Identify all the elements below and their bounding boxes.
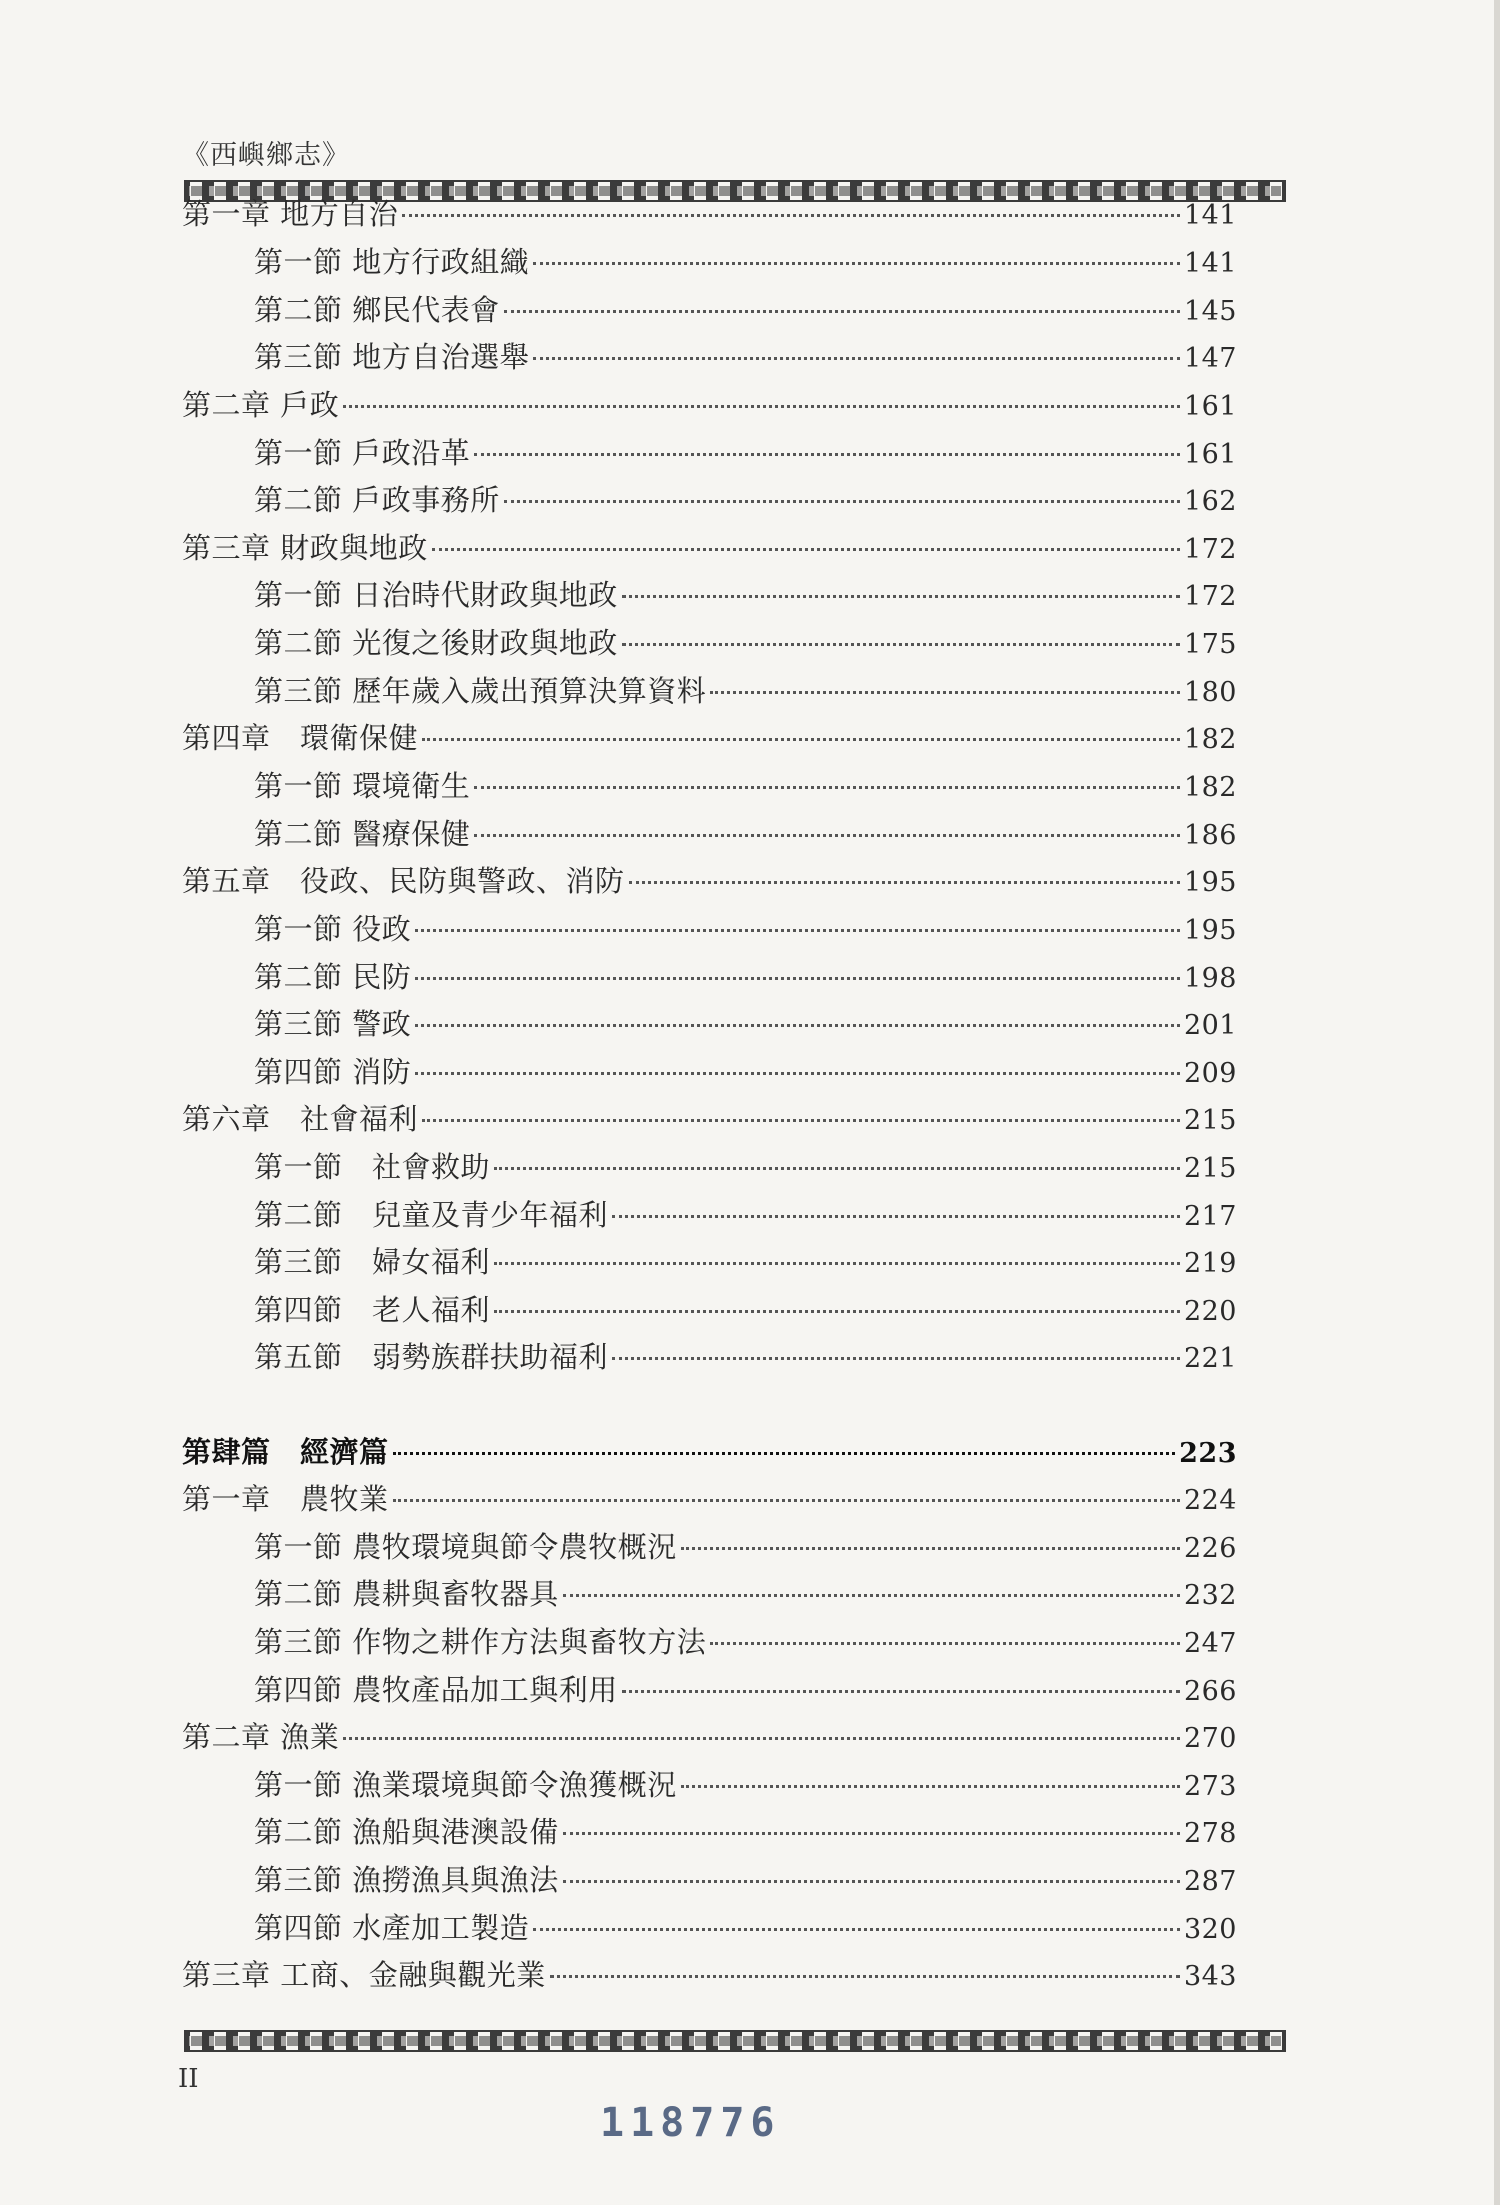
toc-section-entry[interactable] — [254, 959, 1237, 995]
toc-part-entry[interactable] — [182, 1434, 1237, 1470]
toc-section-entry[interactable] — [254, 1244, 1237, 1280]
toc-entry-page: 198 — [1183, 963, 1237, 994]
toc-section-entry[interactable] — [254, 1529, 1237, 1565]
toc-section-entry[interactable] — [254, 1149, 1237, 1185]
toc-entry-page: 217 — [1183, 1201, 1237, 1232]
toc-entry-title: 第一節 漁業環境與節令漁獲概況 — [254, 1768, 677, 1802]
dot-leader — [681, 1785, 1180, 1788]
toc-entry-page: 141 — [1183, 200, 1237, 231]
toc-section-entry[interactable] — [254, 482, 1237, 518]
dot-leader — [622, 1690, 1180, 1693]
dot-leader — [422, 738, 1180, 741]
toc-section-entry[interactable] — [254, 1197, 1237, 1233]
toc-chapter-entry[interactable] — [182, 720, 1237, 756]
toc-section-entry[interactable] — [254, 625, 1237, 661]
toc-entry-title: 第三節 漁撈漁具與漁法 — [254, 1863, 559, 1897]
toc-section-entry[interactable] — [254, 1814, 1237, 1850]
toc-chapter-entry[interactable] — [182, 530, 1237, 566]
toc-entry-title: 第二節 農耕與畜牧器具 — [254, 1577, 559, 1611]
toc-section-entry[interactable] — [254, 1339, 1237, 1375]
toc-section-entry[interactable] — [254, 292, 1237, 328]
toc-entry-title: 第三節 警政 — [254, 1007, 412, 1041]
toc-section-entry[interactable] — [254, 1910, 1237, 1946]
toc-section-entry[interactable] — [254, 1006, 1237, 1042]
toc-section-entry[interactable] — [254, 339, 1237, 375]
dot-leader — [710, 1642, 1180, 1645]
dot-leader — [474, 786, 1180, 789]
toc-chapter-entry[interactable] — [182, 863, 1237, 899]
toc-entry-page: 273 — [1183, 1771, 1237, 1802]
toc-entry-title: 第四節 消防 — [254, 1055, 412, 1089]
toc-entry-page: 141 — [1183, 248, 1237, 279]
toc-entry-page: 172 — [1183, 534, 1237, 565]
dot-leader — [612, 1215, 1180, 1218]
toc-section-entry[interactable] — [254, 435, 1237, 471]
running-header-book-title: 《西嶼鄉志》 — [182, 140, 350, 171]
toc-section-entry[interactable] — [254, 1576, 1237, 1612]
library-stamp-number: 118776 — [600, 2100, 781, 2146]
dot-leader — [474, 834, 1180, 837]
toc-entry-title: 第二節 醫療保健 — [254, 817, 471, 851]
toc-entry-title: 第肆篇 經濟篇 — [182, 1435, 389, 1469]
toc-chapter-entry[interactable] — [182, 1957, 1237, 1993]
toc-entry-page: 175 — [1183, 629, 1237, 660]
toc-entry-page: 186 — [1183, 820, 1237, 851]
dot-leader — [494, 1167, 1180, 1170]
toc-entry-page: 278 — [1183, 1818, 1237, 1849]
toc-entry-title: 第五節 弱勢族群扶助福利 — [254, 1340, 609, 1374]
dot-leader — [563, 1880, 1180, 1883]
toc-entry-page: 182 — [1183, 772, 1237, 803]
toc-entry-title: 第二節 鄉民代表會 — [254, 293, 500, 327]
toc-entry-page: 182 — [1183, 724, 1237, 755]
toc-entry-page: 223 — [1179, 1438, 1237, 1469]
dot-leader — [422, 1119, 1180, 1122]
dot-leader — [415, 1024, 1180, 1027]
toc-entry-title: 第一節 役政 — [254, 912, 412, 946]
dot-leader — [533, 262, 1180, 265]
toc-entry-page: 172 — [1183, 581, 1237, 612]
dot-leader — [393, 1452, 1176, 1455]
dot-leader — [343, 1737, 1180, 1740]
toc-entry-title: 第一節 地方行政組織 — [254, 245, 530, 279]
toc-entry-title: 第一章 地方自治 — [182, 197, 399, 231]
toc-section-entry[interactable] — [254, 768, 1237, 804]
toc-entry-title: 第四節 水產加工製造 — [254, 1911, 530, 1945]
toc-entry-page: 320 — [1183, 1914, 1237, 1945]
toc-entry-title: 第五章 役政、民防與警政、消防 — [182, 864, 625, 898]
toc-entry-page: 232 — [1183, 1580, 1237, 1611]
toc-chapter-entry[interactable] — [182, 1481, 1237, 1517]
toc-entry-page: 180 — [1183, 677, 1237, 708]
dot-leader — [402, 214, 1180, 217]
toc-section-entry[interactable] — [254, 1054, 1237, 1090]
dot-leader — [393, 1499, 1180, 1502]
toc-entry-page: 270 — [1183, 1723, 1237, 1754]
toc-entry-title: 第四節 老人福利 — [254, 1293, 491, 1327]
toc-entry-page: 220 — [1183, 1296, 1237, 1327]
toc-entry-page: 195 — [1183, 915, 1237, 946]
dot-leader — [681, 1547, 1180, 1550]
toc-section-entry[interactable] — [254, 673, 1237, 709]
dot-leader — [612, 1357, 1180, 1360]
dot-leader — [550, 1975, 1180, 1978]
toc-entry-title: 第三節 地方自治選舉 — [254, 340, 530, 374]
dot-leader — [415, 929, 1180, 932]
toc-entry-page: 209 — [1183, 1058, 1237, 1089]
dot-leader — [504, 500, 1180, 503]
toc-section-entry[interactable] — [254, 911, 1237, 947]
toc-entry-title: 第二章 漁業 — [182, 1720, 340, 1754]
toc-section-entry[interactable] — [254, 816, 1237, 852]
dot-leader — [563, 1832, 1180, 1835]
toc-entry-title: 第二節 漁船與港澳設備 — [254, 1815, 559, 1849]
toc-entry-page: 195 — [1183, 867, 1237, 898]
toc-entry-title: 第一節 社會救助 — [254, 1150, 491, 1184]
toc-entry-title: 第四章 環衛保健 — [182, 721, 419, 755]
toc-entry-title: 第三章 財政與地政 — [182, 531, 428, 565]
toc-entry-title: 第一節 農牧環境與節令農牧概況 — [254, 1530, 677, 1564]
toc-chapter-entry[interactable] — [182, 1719, 1237, 1755]
dot-leader — [415, 1072, 1180, 1075]
toc-entry-page: 247 — [1183, 1628, 1237, 1659]
dot-leader — [494, 1262, 1180, 1265]
toc-entry-page: 215 — [1183, 1105, 1237, 1136]
toc-section-entry[interactable] — [254, 244, 1237, 280]
toc-entry-title: 第二章 戶政 — [182, 388, 340, 422]
toc-entry-title: 第四節 農牧產品加工與利用 — [254, 1673, 618, 1707]
dot-leader — [629, 881, 1180, 884]
toc-entry-page: 343 — [1183, 1961, 1237, 1992]
dot-leader — [533, 357, 1180, 360]
toc-entry-page: 161 — [1183, 439, 1237, 470]
toc-chapter-entry[interactable] — [182, 1101, 1237, 1137]
toc-chapter-entry[interactable] — [182, 387, 1237, 423]
toc-entry-page: 161 — [1183, 391, 1237, 422]
toc-section-entry[interactable] — [254, 1672, 1237, 1708]
dot-leader — [494, 1310, 1180, 1313]
dot-leader — [504, 310, 1180, 313]
decorative-border-bottom — [184, 2030, 1286, 2052]
toc-entry-page: 266 — [1183, 1676, 1237, 1707]
toc-entry-page: 162 — [1183, 486, 1237, 517]
dot-leader — [622, 595, 1180, 598]
toc-section-entry[interactable] — [254, 577, 1237, 613]
dot-leader — [533, 1928, 1180, 1931]
toc-section-entry[interactable] — [254, 1292, 1237, 1328]
toc-entry-title: 第三節 婦女福利 — [254, 1245, 491, 1279]
toc-section-entry[interactable] — [254, 1624, 1237, 1660]
toc-entry-page: 224 — [1183, 1485, 1237, 1516]
dot-leader — [563, 1594, 1180, 1597]
toc-section-entry[interactable] — [254, 1862, 1237, 1898]
toc-entry-page: 145 — [1183, 296, 1237, 327]
toc-chapter-entry[interactable] — [182, 196, 1237, 232]
toc-entry-title: 第一節 日治時代財政與地政 — [254, 578, 618, 612]
toc-entry-title: 第一節 環境衛生 — [254, 769, 471, 803]
toc-entry-page: 221 — [1183, 1343, 1237, 1374]
dot-leader — [710, 691, 1180, 694]
toc-entry-title: 第一節 戶政沿革 — [254, 436, 471, 470]
toc-entry-page: 226 — [1183, 1533, 1237, 1564]
toc-entry-page: 147 — [1183, 343, 1237, 374]
toc-entry-title: 第三節 作物之耕作方法與畜牧方法 — [254, 1625, 707, 1659]
toc-entry-page: 219 — [1183, 1248, 1237, 1279]
dot-leader — [474, 453, 1180, 456]
toc-entry-page: 215 — [1183, 1153, 1237, 1184]
dot-leader — [622, 643, 1180, 646]
dot-leader — [432, 548, 1180, 551]
toc-section-entry[interactable] — [254, 1767, 1237, 1803]
toc-entry-title: 第三章 工商、金融與觀光業 — [182, 1958, 546, 1992]
toc-entry-title: 第二節 兒童及青少年福利 — [254, 1198, 609, 1232]
toc-entry-title: 第六章 社會福利 — [182, 1102, 419, 1136]
toc-entry-title: 第三節 歷年歲入歲出預算決算資料 — [254, 674, 707, 708]
toc-entry-title: 第二節 光復之後財政與地政 — [254, 626, 618, 660]
dot-leader — [343, 405, 1180, 408]
toc-entry-title: 第一章 農牧業 — [182, 1482, 389, 1516]
page-number: II — [178, 2064, 199, 2094]
toc-entry-page: 201 — [1183, 1010, 1237, 1041]
toc-entry-title: 第二節 戶政事務所 — [254, 483, 500, 517]
toc-entry-page: 287 — [1183, 1866, 1237, 1897]
page-edge-shadow — [1494, 0, 1500, 2205]
dot-leader — [415, 977, 1180, 980]
toc-entry-title: 第二節 民防 — [254, 960, 412, 994]
